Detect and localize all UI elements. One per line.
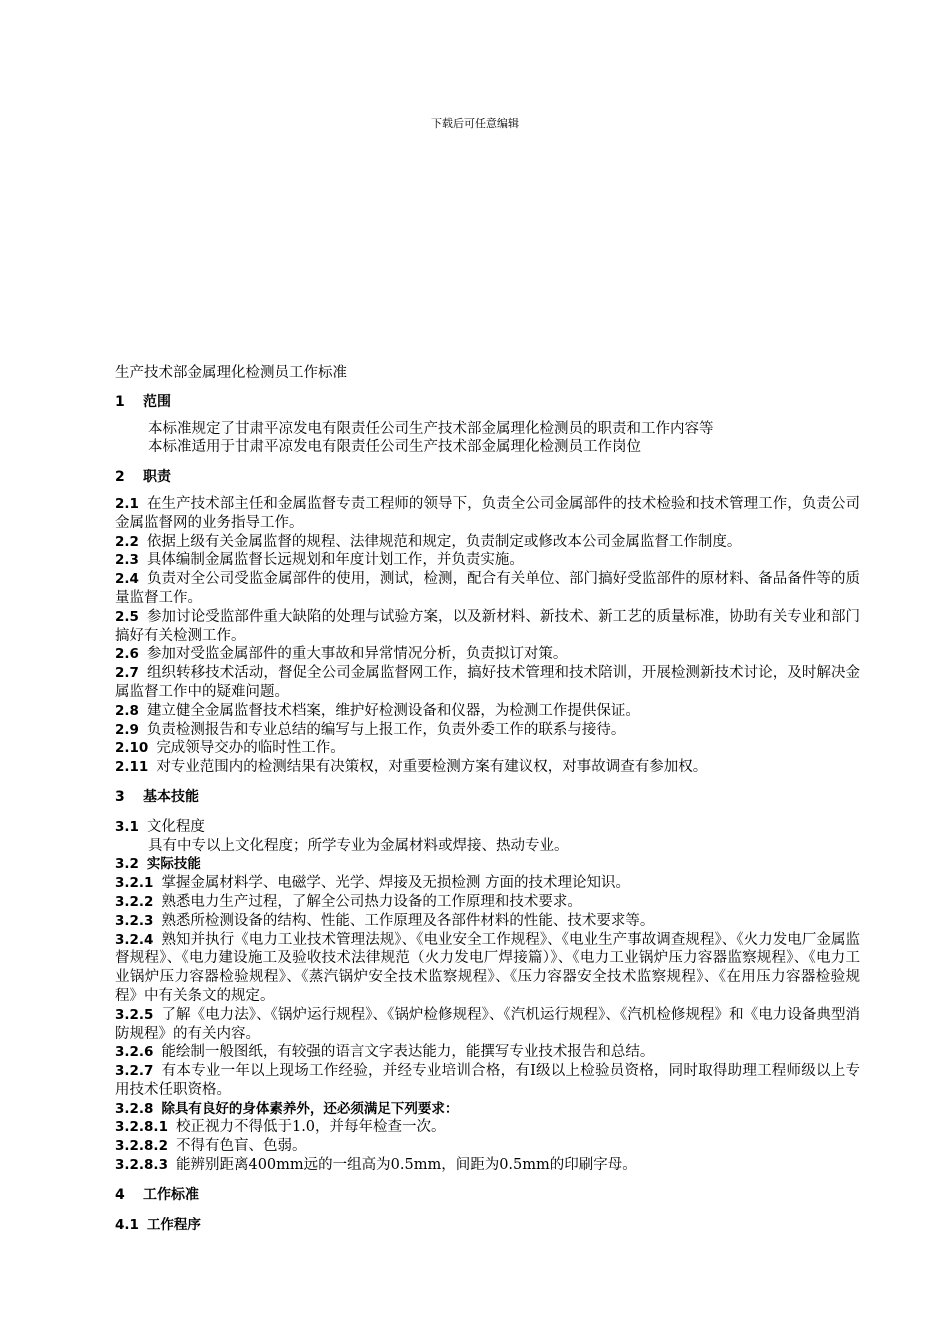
duty-item: 2.7 组织转移技术活动，督促全公司金属监督网工作，搞好技术管理和技术陪训，开展检测新技术讨论，及时解决金属监督工作中的疑难问题。 — [115, 665, 860, 700]
skill-item: 3.2.7 有本专业一年以上现场工作经验，并经专业培训合格，有Ⅰ级以上检验员资格，同时取得助理工程师级以上专用技术任职资格。 — [115, 1063, 860, 1098]
scope-paragraph-1: 本标准规定了甘肃平凉发电有限责任公司生产技术部金属理化检测员的职责和工作内容等 — [148, 420, 714, 437]
skill-item: 3.2.3 熟悉所检测设备的结构、性能、工作原理及各部件材料的性能、技术要求等。 — [115, 912, 655, 929]
subsection-work-procedure: 4.1 工作程序 — [115, 1216, 201, 1233]
duty-item: 2.6 参加对受监金属部件的重大事故和异常情况分析，负责拟订对策。 — [115, 646, 568, 663]
document-title: 生产技术部金属理化检测员工作标准 — [115, 365, 347, 381]
health-requirement: 3.2.8.1 校正视力不得低于1.0，并每年检查一次。 — [115, 1119, 446, 1136]
duty-item: 2.1 在生产技术部主任和金属监督专责工程师的领导下，负责全公司金属部件的技术检验和技术管理工作，负责公司金属监督网的业务指导工作。 — [115, 495, 860, 531]
skill-item: 3.2.2 熟悉电力生产过程，了解全公司热力设备的工作原理和技术要求。 — [115, 893, 582, 910]
scope-paragraph-2: 本标准适用于甘肃平凉发电有限责任公司生产技术部金属理化检测员工作岗位 — [148, 439, 641, 456]
document-body — [115, 364, 860, 1234]
duty-item: 2.2 依据上级有关金属监督的规程、法律规范和规定，负责制定或修改本公司金属监督工作制度。 — [115, 533, 742, 550]
duty-item: 2.11 对专业范围内的检测结果有决策权，对重要检测方案有建议权，对事故调查有参加权。 — [115, 759, 708, 776]
duty-item: 2.10 完成领导交办的临时性工作。 — [115, 740, 345, 757]
subsection-education: 3.1 文化程度 — [115, 818, 205, 835]
section-heading-1: 1 范围 — [115, 393, 171, 410]
duty-item: 2.4 负责对全公司受监金属部件的使用，测试，检测，配合有关单位、部门搞好受监部件的原材料、备品备件等的质量监督工作。 — [115, 571, 860, 606]
duty-item: 2.9 负责检测报告和专业总结的编写与上报工作，负责外委工作的联系与接待。 — [115, 721, 626, 738]
duty-item: 2.5 参加讨论受监部件重大缺陷的处理与试验方案，以及新材料、新技术、新工艺的质量标准，协助有关专业和部门搞好有关检测工作。 — [115, 608, 860, 644]
skill-item: 3.2.1 掌握金属材料学、电磁学、光学、焊接及无损检测 方面的技术理论知识。 — [115, 875, 631, 892]
duty-item: 2.8 建立健全金属监督技术档案，维护好检测设备和仪器，为检测工作提供保证。 — [115, 702, 640, 719]
skill-item-health: 3.2.8 除具有良好的身体素养外，还必须满足下列要求： — [115, 1100, 459, 1117]
subsection-practical-skills: 3.2 实际技能 — [115, 856, 201, 873]
skill-item: 3.2.6 能绘制一般图纸，有较强的语言文字表达能力，能撰写专业技术报告和总结。 — [115, 1044, 655, 1061]
duty-item: 2.3 具体编制金属监督长远规划和年度计划工作，并负责实施。 — [115, 552, 524, 569]
health-requirement: 3.2.8.3 能辨别距离400mm远的一组高为0.5mm，间距为0.5mm的印刷字母。 — [115, 1157, 637, 1174]
header-note: 下载后可任意编辑 — [431, 117, 519, 130]
skill-item: 3.2.5 了解《电力法》、《锅炉运行规程》、《锅炉检修规程》、《汽机运行规程》、《汽机检修规程》和《电力设备典型消防规程》的有关内容。 — [115, 1006, 860, 1042]
section-heading-2: 2 职责 — [115, 469, 171, 486]
section-heading-3: 3 基本技能 — [115, 788, 199, 805]
section-heading-4: 4 工作标准 — [115, 1186, 199, 1203]
health-requirement: 3.2.8.2 不得有色盲、色弱。 — [115, 1138, 307, 1155]
education-text: 具有中专以上文化程度；所学专业为金属材料或焊接、热动专业。 — [148, 837, 569, 854]
skill-item: 3.2.4 熟知并执行《电力工业技术管理法规》、《电业安全工作规程》、《电业生产事故调查规程》、《火力发电厂金属监督规程》、《电力建设施工及验收技术法律规范（火力发电厂焊接篇）》、《电力工业锅炉压力容器监察规程》、《电力工业锅炉压力容器检验规程》、《蒸汽锅炉安全技术监察规程》、《压力容器安全技术监察规程》、《在用压力容器检验规程》中有关条文的规定。 — [115, 931, 860, 1004]
